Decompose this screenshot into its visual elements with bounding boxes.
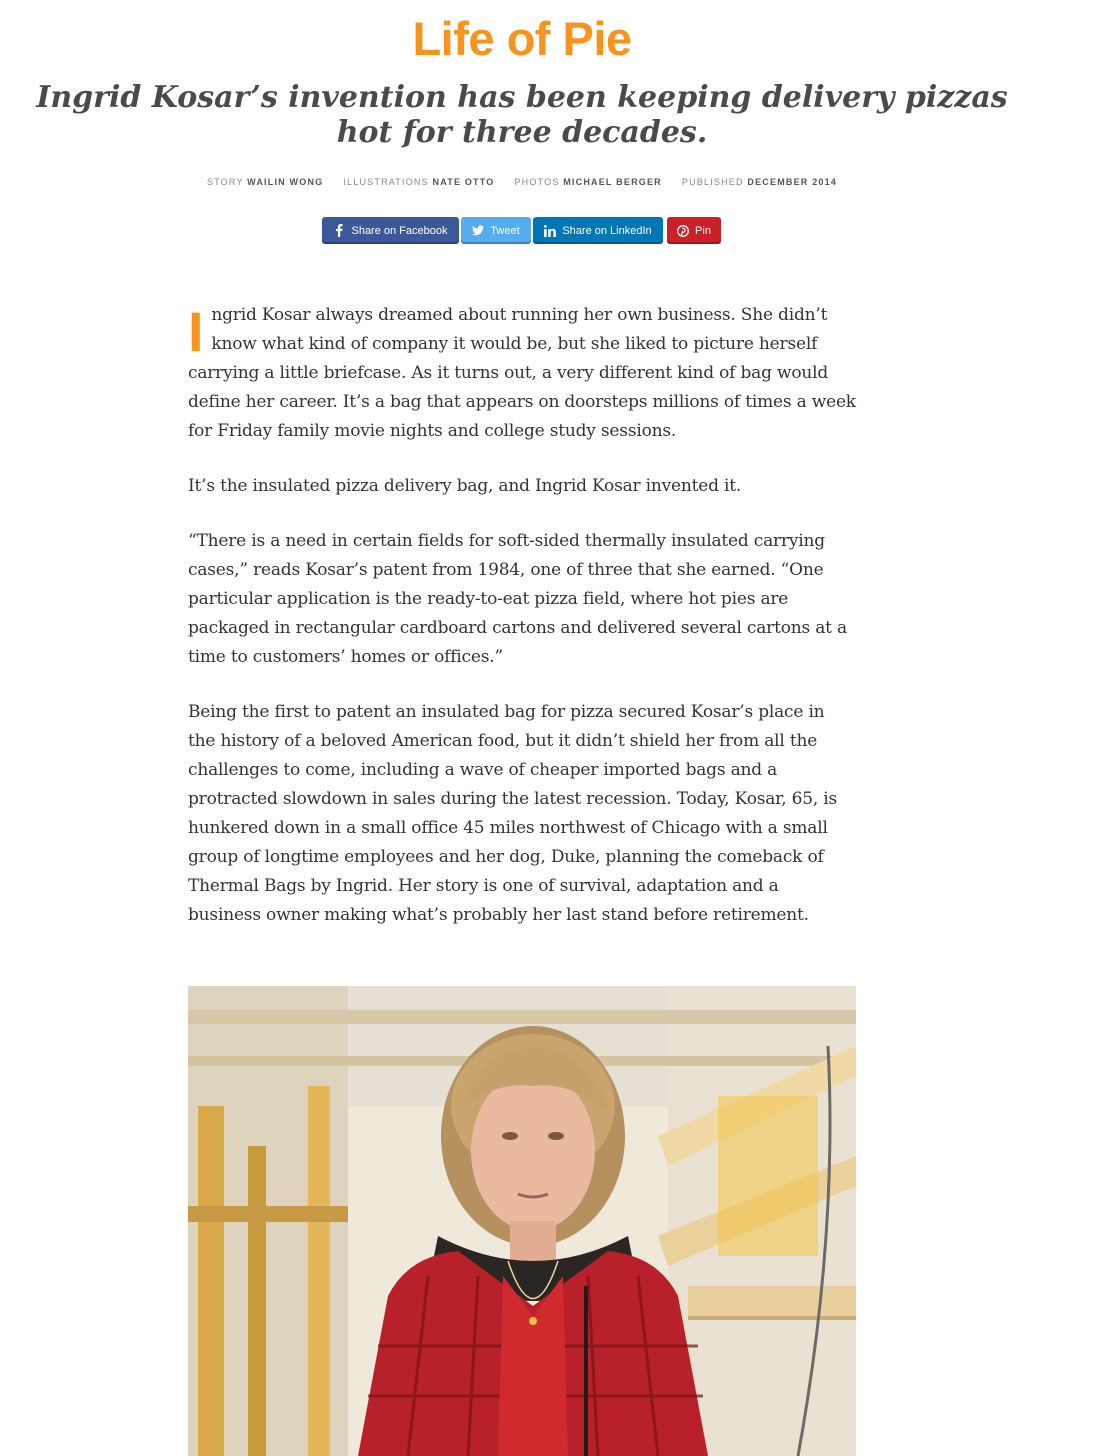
share-twitter-label: Tweet <box>490 224 520 237</box>
facebook-icon <box>333 225 345 237</box>
twitter-icon <box>472 225 484 237</box>
article-paragraph <box>188 301 856 446</box>
credit-value: NATE OTTO <box>432 177 495 187</box>
pinterest-icon <box>677 225 689 237</box>
credit-value: WAILIN WONG <box>247 177 324 187</box>
article-credits <box>0 177 1044 187</box>
credit-value: MICHAEL BERGER <box>563 177 662 187</box>
article-photo <box>188 986 856 1456</box>
credit-photos <box>514 177 661 187</box>
credit-label: PUBLISHED <box>681 177 744 187</box>
credit-illustrations <box>343 177 494 187</box>
article-paragraph: Being the first to patent an insulated bag for pizza secured Kosar’s place in the history of a beloved American food, but it didn’t shield her from all the challenges to come, including a wave of cheaper imported bags and a protracted slowdown in sales during the latest recession. Today, Kosar, 65, is hunkered down in a small office 45 miles northwest of Chicago with a small group of longtime employees and her dog, Duke, planning the comeback of Thermal Bags by Ingrid. Her story is one of survival, adaptation and a business owner making what’s probably her last stand before retirement. <box>188 702 838 925</box>
share-bar <box>322 217 721 244</box>
page-title: Life of Pie <box>412 12 632 65</box>
credit-value: DECEMBER 2014 <box>747 177 838 187</box>
credit-published <box>682 177 837 187</box>
credit-label: STORY <box>206 177 244 187</box>
drop-cap: I <box>188 300 204 363</box>
share-pinterest-label: Pin <box>695 224 711 237</box>
share-linkedin-button[interactable] <box>533 217 663 244</box>
paragraph-text: ngrid Kosar always dreamed about running her own business. She didn’t know what kind of company it would be, but she liked to picture herself carrying a little briefcase. As it turns out, a very different kind of bag would define her career. It’s a bag that appears on doorsteps millions of times a week for Friday family movie nights and college study sessions. <box>188 305 856 441</box>
article-paragraph: It’s the insulated pizza delivery bag, and Ingrid Kosar invented it. <box>188 476 742 496</box>
article-paragraph: “There is a need in certain fields for soft-sided thermally insulated carrying cases,” reads Kosar’s patent from 1984, one of three that she earned. “One particular application is the ready-to-eat pizza field, where hot pies are packaged in rectangular cardboard cartons and delivered several cartons at a time to customers’ homes or offices.” <box>188 531 847 667</box>
credit-label: ILLUSTRATIONS <box>343 177 429 187</box>
article-body <box>188 301 856 956</box>
share-facebook-button[interactable] <box>322 217 459 244</box>
credit-label: PHOTOS <box>514 177 560 187</box>
share-pinterest-button[interactable] <box>667 217 721 244</box>
share-linkedin-label: Share on LinkedIn <box>562 224 652 237</box>
linkedin-icon <box>544 225 556 237</box>
page-subtitle: Ingrid Kosar’s invention has been keeping delivery pizzas hot for three decades. <box>36 80 1008 150</box>
portrait-photo-illustration <box>188 986 856 1456</box>
share-facebook-label: Share on Facebook <box>351 224 448 237</box>
credit-story <box>207 177 323 187</box>
share-twitter-button[interactable] <box>461 217 531 244</box>
